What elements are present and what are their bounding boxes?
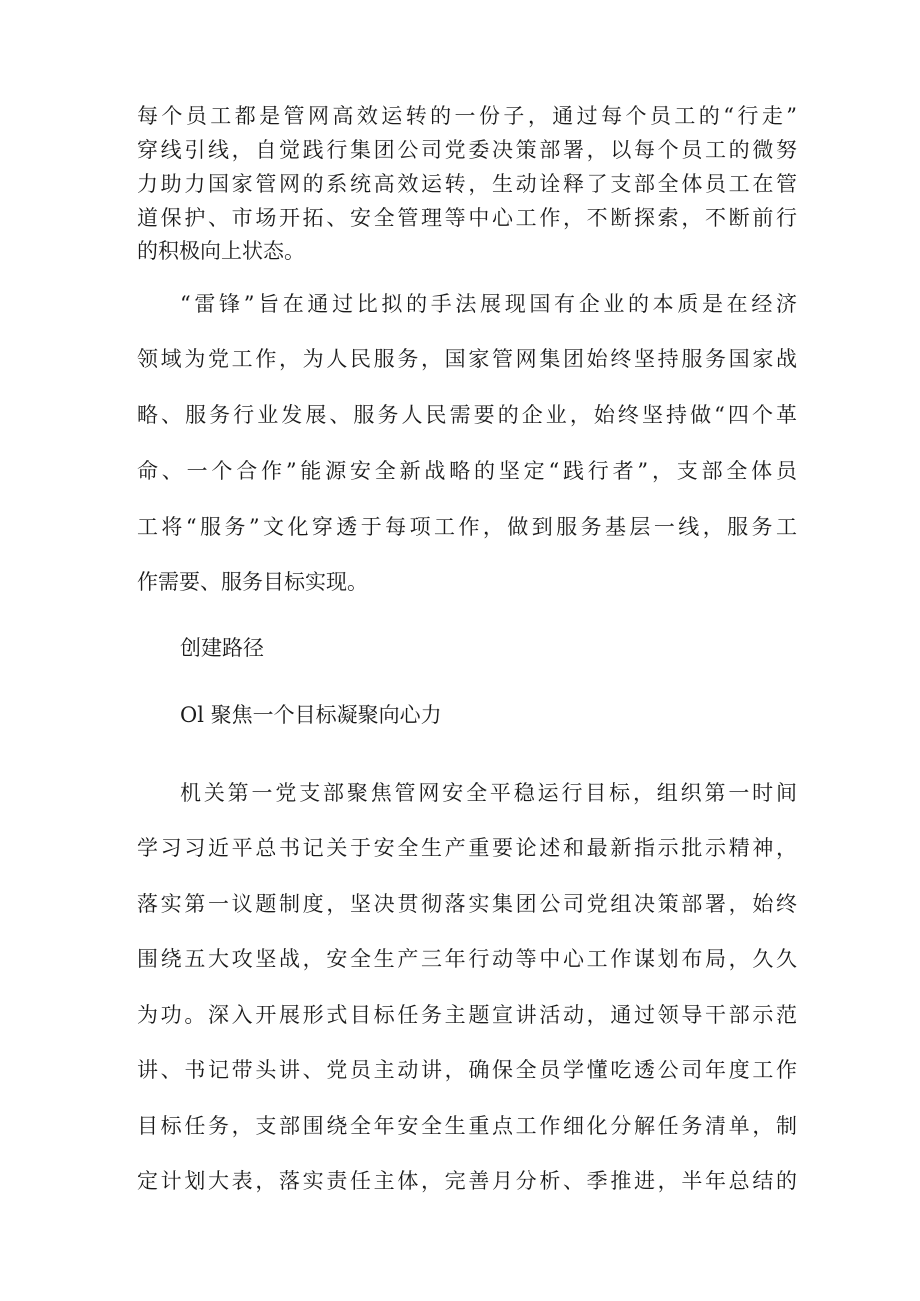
text-line: 力助力国家管网的系统高效运转，生动诠释了支部全体员工在管 — [137, 172, 797, 196]
text-line: 定计划大表，落实责任主体，完善月分析、季推进，半年总结的 — [137, 1169, 797, 1193]
text-line: 落实第一议题制度，坚决贯彻落实集团公司党组决策部署，始终 — [137, 892, 797, 916]
text-line: 作需要、服务目标实现。 — [137, 570, 368, 594]
text-line: 工将“服务”文化穿透于每项工作，做到服务基层一线，服务工 — [137, 515, 797, 539]
text-line: 领域为党工作，为人民服务，国家管网集团始终坚持服务国家战 — [137, 347, 797, 371]
text-line: 机关第一党支部聚焦管网安全平稳运行目标，组织第一时间 — [180, 781, 797, 805]
text-line: 命、一个合作”能源安全新战略的坚定“践行者”，支部全体员 — [137, 459, 797, 483]
text-line: 穿线引线，自觉践行集团公司党委决策部署，以每个员工的微努 — [137, 138, 797, 162]
text-line: 讲、书记带头讲、党员主动讲，确保全员学懂吃透公司年度工作 — [137, 1058, 797, 1082]
text-line: 目标任务，支部围绕全年安全生重点工作细化分解任务清单，制 — [137, 1114, 797, 1138]
text-line: 略、服务行业发展、服务人民需要的企业，始终坚持做“四个革 — [137, 403, 797, 427]
text-line: 围绕五大攻坚战，安全生产三年行动等中心工作谋划布局，久久 — [137, 947, 797, 971]
text-line: 道保护、市场开拓、安全管理等中心工作，不断探索，不断前行 — [137, 206, 797, 230]
text-line: 为功。深入开展形式目标任务主题宣讲活动，通过领导干部示范 — [137, 1003, 797, 1027]
text-line: 学习习近平总书记关于安全生产重要论述和最新指示批示精神， — [137, 836, 797, 860]
text-line: 每个员工都是管网高效运转的一份子，通过每个员工的“行走” — [137, 104, 797, 128]
text-line: 的积极向上状态。 — [137, 239, 305, 263]
text-line: “雷锋”旨在通过比拟的手法展现国有企业的本质是在经济 — [180, 292, 797, 316]
subsection-heading: Ol 聚焦一个目标凝聚向心力 — [180, 703, 442, 727]
section-heading: 创建路径 — [180, 636, 264, 660]
